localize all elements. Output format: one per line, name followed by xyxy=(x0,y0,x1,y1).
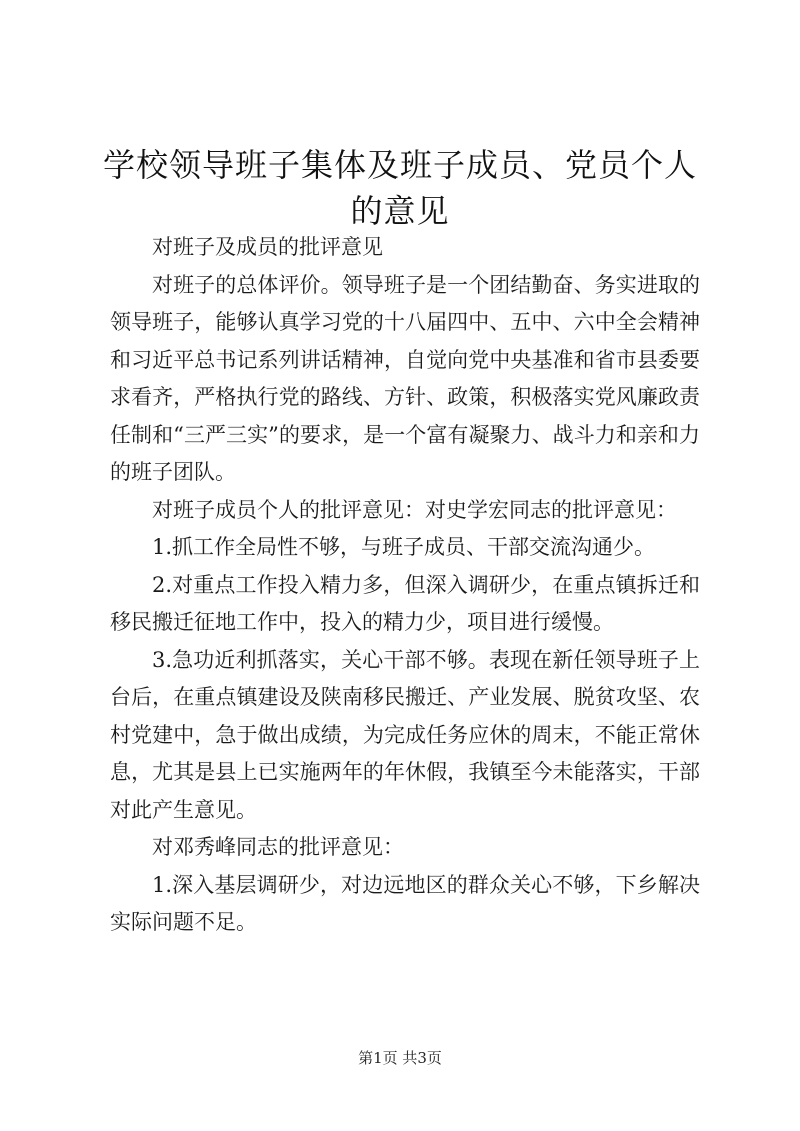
paragraph-section-heading: 对班子及成员的批评意见 xyxy=(152,235,383,259)
paragraph-item-1: 1.抓工作全局性不够，与班子成员、干部交流沟通少。 xyxy=(152,535,656,559)
document-title: 学校领导班子集体及班子成员、党员个人的意见 xyxy=(102,146,697,230)
paragraph-second-item-1: 1.深入基层调研少，对边远地区的群众关心不够，下乡解决实际问题不足。 xyxy=(110,872,700,934)
paragraph-member-heading: 对班子成员个人的批评意见：对史学宏同志的批评意见： xyxy=(152,497,677,522)
paragraph-overall-evaluation: 对班子的总体评价。领导班子是一个团结勤奋、务实进取的领导班子，能够认真学习党的十八届四中、五中、六中全会精神和习近平总书记系列讲话精神，自觉向党中央基准和省市县委要求看齐，严格执行党的路线、方针、政策，积极落实党风廉政责任制和“三严三实”的要求，是一个富有凝聚力、战斗力和亲和力的班子团队。 xyxy=(110,272,700,484)
paragraph-item-2: 2.对重点工作投入精力多，但深入调研少，在重点镇拆迁和移民搬迁征地工作中，投入的精力少，项目进行缓慢。 xyxy=(110,572,700,634)
document-body xyxy=(110,229,700,942)
paragraph-item-3: 3.急功近利抓落实，关心干部不够。表现在新任领导班子上台后，在重点镇建设及陕南移民搬迁、产业发展、脱贫攻坚、农村党建中，急于做出成绩，为完成任务应休的周末，不能正常休息，尤其是县上已实施两年的年休假，我镇至今未能落实，干部对此产生意见。 xyxy=(110,647,700,822)
paragraph-second-member-heading: 对邓秀峰同志的批评意见： xyxy=(152,835,404,859)
page-number-footer: 第1页 共3页 xyxy=(358,1049,442,1067)
